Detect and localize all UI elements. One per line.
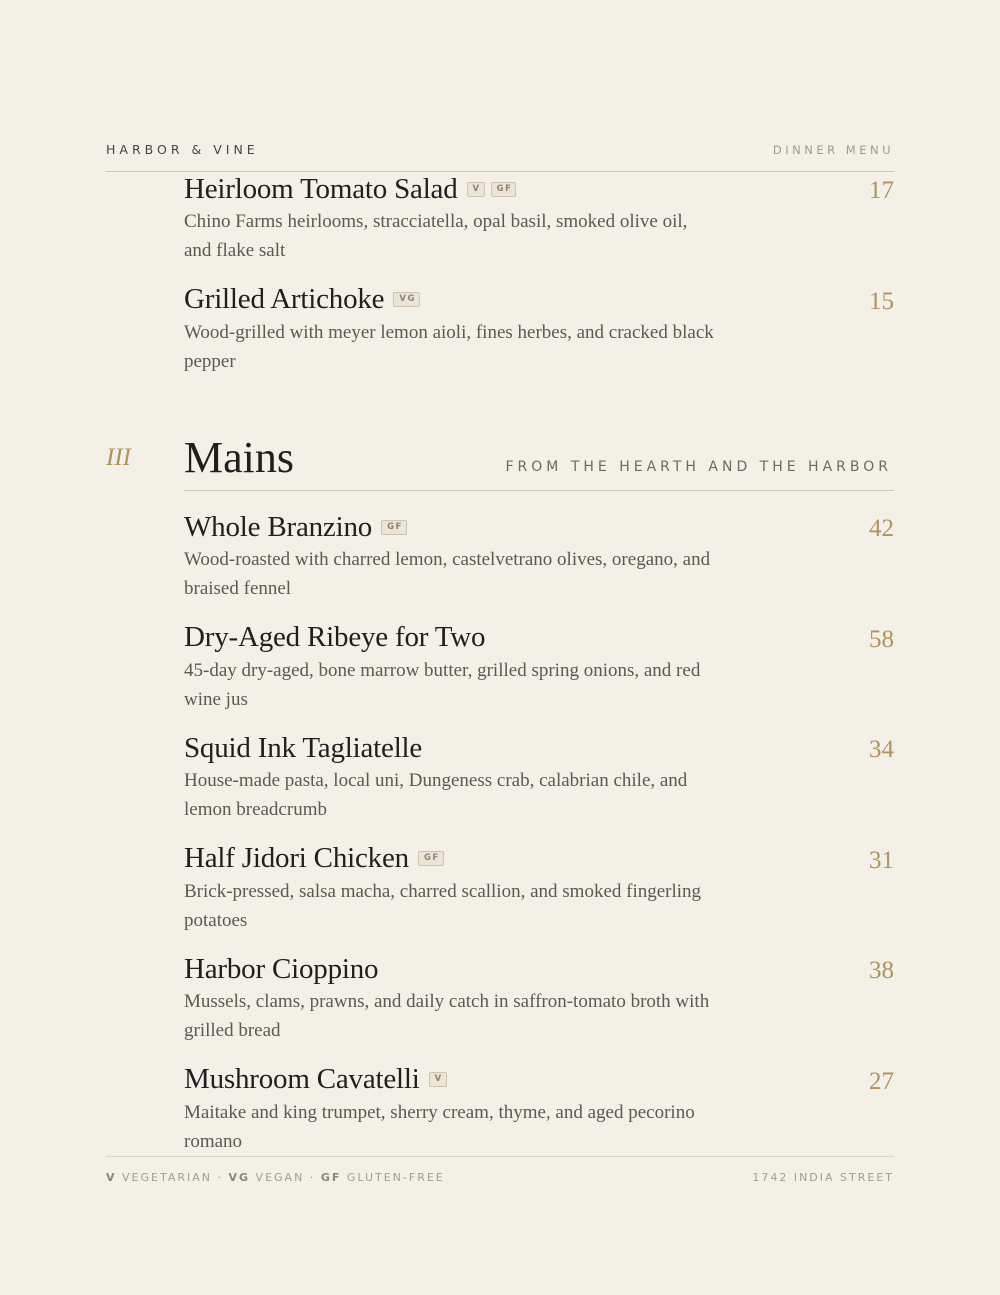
restaurant-name: HARBOR & VINE [106, 142, 259, 157]
menu-item [184, 621, 894, 732]
menu-item [184, 842, 894, 953]
section-title: Mains [184, 433, 294, 482]
legend-label: GLUTEN-FREE [346, 1171, 445, 1184]
legend-code: V [106, 1171, 117, 1184]
item-description: Maitake and king trumpet, sherry cream, thyme, and aged pecorino romano [184, 1101, 695, 1152]
item-name-row [184, 952, 894, 986]
item-price: 34 [869, 736, 894, 763]
dietary-badge: VG [393, 292, 420, 307]
item-name: Grilled Artichoke [184, 283, 385, 315]
item-price: 15 [869, 287, 894, 315]
dietary-badge: GF [381, 520, 407, 535]
starters-list [184, 172, 894, 393]
item-description: 45-day dry-aged, bone marrow butter, grilled spring onions, and red wine jus [184, 659, 701, 710]
item-name-row [184, 731, 894, 765]
running-header [106, 142, 894, 157]
menu-label: DINNER MENU [772, 142, 894, 157]
dietary-legend [106, 1171, 445, 1184]
item-description: Chino Farms heirlooms, stracciatella, opal basil, smoked olive oil, and flake salt [184, 211, 688, 261]
item-name: Whole Branzino [184, 510, 373, 543]
footer [106, 1171, 894, 1184]
footer-divider [106, 1156, 894, 1157]
section-subtitle: FROM THE HEARTH AND THE HARBOR [505, 459, 892, 475]
item-name: Heirloom Tomato Salad [184, 172, 458, 205]
section-divider [184, 490, 894, 491]
legend-label: VEGETARIAN [122, 1171, 212, 1184]
dietary-badges [381, 520, 407, 535]
item-name-row [184, 510, 894, 544]
legend-separator: · [304, 1171, 321, 1184]
item-name: Half Jidori Chicken [184, 842, 409, 874]
dietary-badge: V [429, 1072, 447, 1087]
address: 1742 INDIA STREET [752, 1171, 894, 1184]
legend-code: GF [320, 1171, 342, 1184]
item-description: Mussels, clams, prawns, and daily catch in saffron-tomato broth with grilled bread [184, 991, 710, 1041]
dietary-badges [429, 1072, 447, 1087]
legend-label: VEGAN [255, 1171, 305, 1184]
menu-page [106, 0, 894, 1295]
item-price: 27 [869, 1067, 894, 1095]
item-price: 38 [869, 957, 894, 984]
item-name-row [184, 621, 894, 655]
item-description: Wood-grilled with meyer lemon aioli, fines herbes, and cracked black pepper [184, 321, 714, 372]
dietary-badges [393, 292, 420, 307]
menu-item [184, 731, 894, 842]
item-price: 42 [869, 515, 894, 542]
item-description: House-made pasta, local uni, Dungeness crab, calabrian chile, and lemon breadcrumb [184, 770, 688, 820]
item-price: 58 [869, 625, 894, 653]
item-name: Harbor Cioppino [184, 952, 379, 985]
mains-list [184, 510, 894, 1173]
dietary-badge: GF [491, 182, 517, 197]
menu-item [184, 952, 894, 1063]
item-name: Mushroom Cavatelli [184, 1063, 420, 1095]
dietary-badge: GF [418, 851, 444, 866]
menu-item [184, 283, 894, 394]
section-numeral: III [106, 444, 131, 471]
menu-item [184, 172, 894, 283]
dietary-badges [418, 851, 444, 866]
item-name-row [184, 842, 894, 876]
dietary-badge: V [467, 182, 485, 197]
item-name: Squid Ink Tagliatelle [184, 731, 423, 764]
item-name-row [184, 172, 894, 206]
dietary-badges [467, 182, 517, 197]
item-name-row [184, 1063, 894, 1097]
item-name-row [184, 283, 894, 317]
section-header-mains [106, 432, 894, 492]
item-description: Brick-pressed, salsa macha, charred scallion, and smoked fingerling potatoes [184, 880, 702, 931]
legend-separator: · [212, 1171, 229, 1184]
item-description: Wood-roasted with charred lemon, castelvetrano olives, oregano, and braised fennel [184, 549, 711, 599]
menu-item [184, 510, 894, 621]
item-price: 31 [869, 846, 894, 874]
item-name: Dry-Aged Ribeye for Two [184, 621, 486, 653]
legend-code: VG [228, 1171, 251, 1184]
item-price: 17 [869, 177, 894, 204]
